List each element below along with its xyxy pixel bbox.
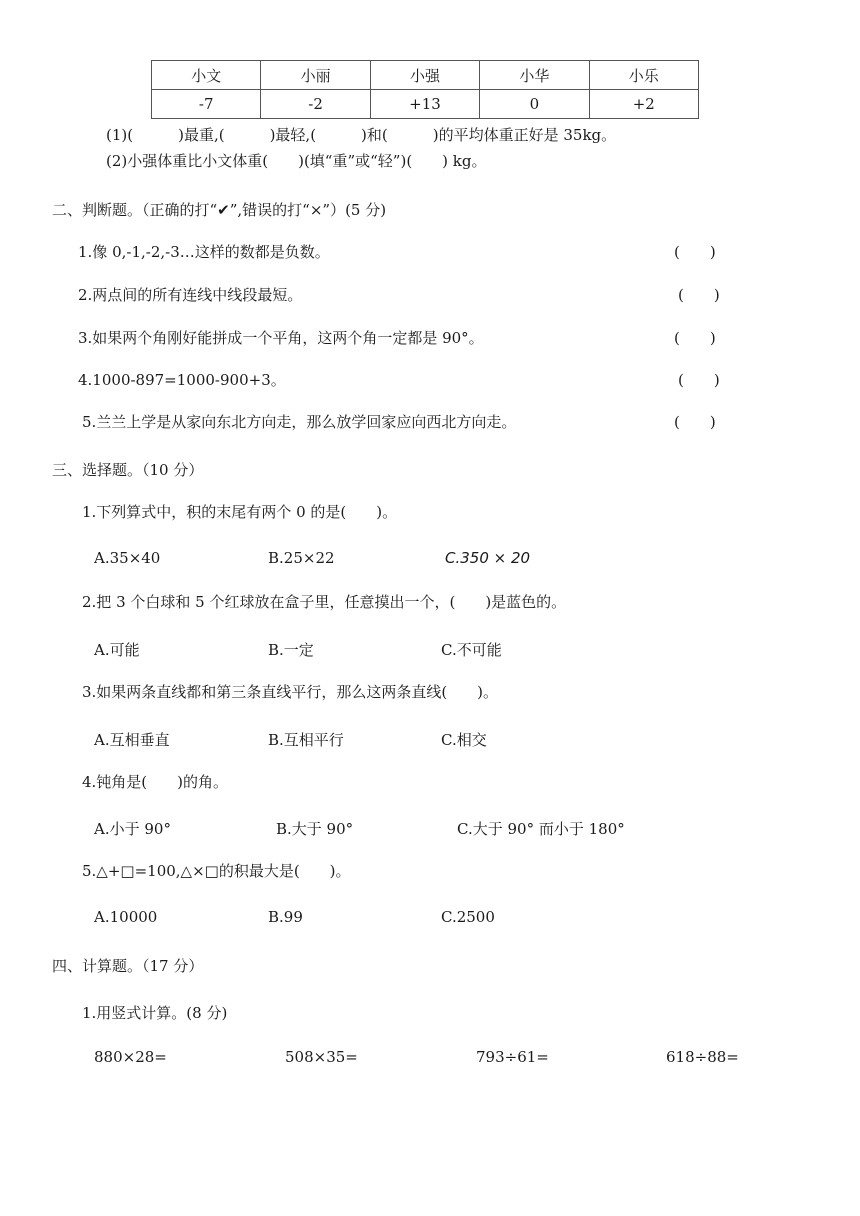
answer-blank[interactable]: ( )	[678, 286, 720, 304]
table-value-cell: +13	[370, 90, 479, 119]
table-header-cell: 小乐	[589, 61, 698, 90]
judgement-item: 3.如果两个角刚好能拼成一个平角，这两个角一定都是 90°。	[78, 329, 484, 347]
weight-table	[151, 60, 699, 119]
calculation-subtitle: 1.用竖式计算。(8 分)	[82, 1004, 228, 1022]
table-value-cell: +2	[589, 90, 698, 119]
table-value-cell: 0	[480, 90, 589, 119]
question-weight-2: (2)小强体重比小文体重( )(填“重”或“轻”)( ) kg。	[106, 152, 487, 170]
choice-option-c[interactable]: C.不可能	[441, 641, 502, 659]
judgement-item: 2.两点间的所有连线中线段最短。	[78, 286, 303, 304]
table-header-row	[152, 61, 699, 90]
answer-blank[interactable]: ( )	[674, 329, 716, 347]
choice-question: 3.如果两条直线都和第三条直线平行，那么这两条直线( )。	[82, 683, 499, 701]
choice-option-b[interactable]: B.99	[268, 908, 303, 926]
question-weight-1: (1)( )最重,( )最轻,( )和( )的平均体重正好是 35kg。	[106, 126, 617, 144]
section-title-choice: 三、选择题。（10 分）	[52, 461, 204, 479]
choice-question: 1.下列算式中，积的末尾有两个 0 的是( )。	[82, 503, 398, 521]
calculation-problem: 793÷61=	[476, 1048, 549, 1066]
choice-option-a[interactable]: A.互相垂直	[94, 731, 170, 749]
choice-option-b[interactable]: B.一定	[268, 641, 314, 659]
choice-option-c[interactable]: C.350 × 20	[445, 549, 531, 567]
answer-blank[interactable]: ( )	[678, 371, 720, 389]
answer-blank[interactable]: ( )	[674, 243, 716, 261]
table-value-cell: -7	[152, 90, 261, 119]
choice-option-c[interactable]: C.2500	[441, 908, 495, 926]
section-title-calculation: 四、计算题。（17 分）	[52, 957, 204, 975]
table-header-cell: 小丽	[261, 61, 370, 90]
calculation-problem: 618÷88=	[666, 1048, 739, 1066]
choice-option-b[interactable]: B.25×22	[268, 549, 335, 567]
section-title-judgement: 二、判断题。（正确的打“✔”,错误的打“×”）(5 分)	[52, 201, 387, 219]
choice-option-a[interactable]: A.10000	[94, 908, 158, 926]
judgement-item: 4.1000-897=1000-900+3。	[78, 371, 286, 389]
choice-option-a[interactable]: A.小于 90°	[94, 820, 171, 838]
answer-blank[interactable]: ( )	[674, 413, 716, 431]
choice-question: 4.钝角是( )的角。	[82, 773, 229, 791]
table-header-cell: 小华	[480, 61, 589, 90]
choice-option-b[interactable]: B.互相平行	[268, 731, 344, 749]
calculation-problem: 880×28=	[94, 1048, 167, 1066]
table-header-cell: 小强	[370, 61, 479, 90]
choice-question: 5.△+□=100,△×□的积最大是( )。	[82, 862, 351, 880]
table-value-cell: -2	[261, 90, 370, 119]
choice-option-a[interactable]: A.35×40	[94, 549, 161, 567]
table-header-cell: 小文	[152, 61, 261, 90]
choice-option-c[interactable]: C.大于 90° 而小于 180°	[457, 820, 625, 838]
calculation-problem: 508×35=	[285, 1048, 358, 1066]
choice-question: 2.把 3 个白球和 5 个红球放在盒子里，任意摸出一个，( )是蓝色的。	[82, 593, 567, 611]
choice-option-c[interactable]: C.相交	[441, 731, 487, 749]
choice-option-b[interactable]: B.大于 90°	[276, 820, 354, 838]
choice-option-a[interactable]: A.可能	[94, 641, 140, 659]
table-value-row	[152, 90, 699, 119]
judgement-item: 5.兰兰上学是从家向东北方向走，那么放学回家应向西北方向走。	[82, 413, 517, 431]
judgement-item: 1.像 0,-1,-2,-3…这样的数都是负数。	[78, 243, 330, 261]
